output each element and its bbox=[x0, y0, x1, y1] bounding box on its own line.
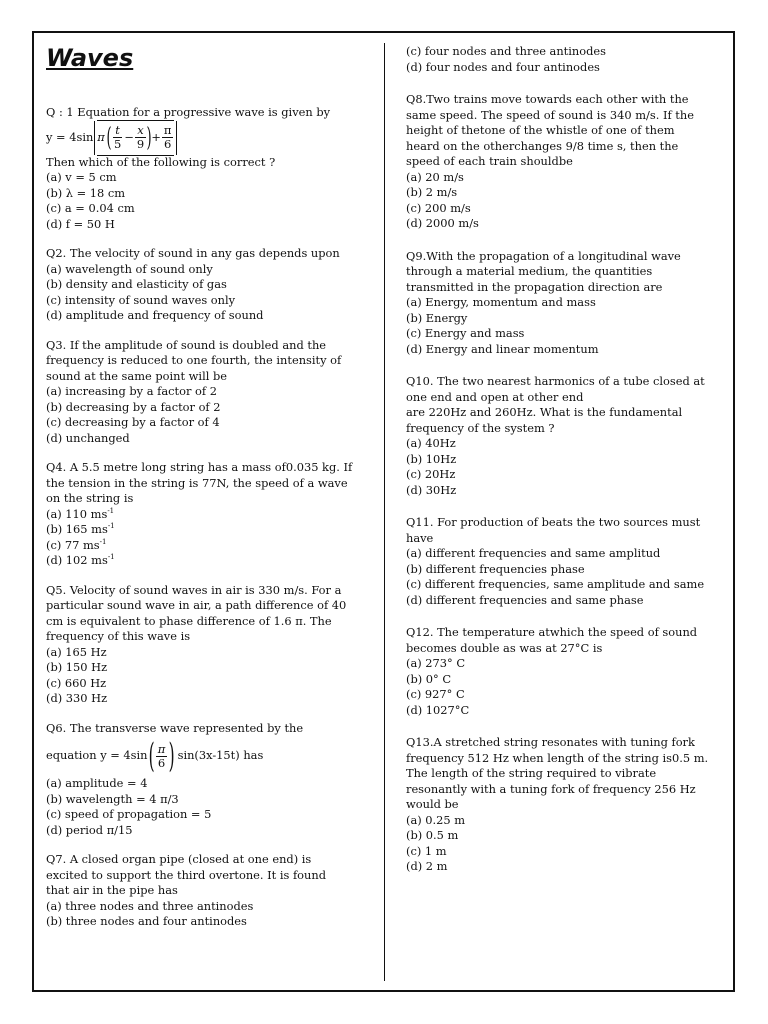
question-stem-line: Q3. If the amplitude of sound is doubled and the bbox=[46, 337, 327, 352]
wave-equation bbox=[46, 736, 366, 776]
question-followup: Then which of the following is correct ? bbox=[46, 154, 276, 169]
question-4 bbox=[46, 460, 366, 569]
close-paren: ) bbox=[168, 736, 175, 776]
question-stem-line: same speed. The speed of sound is 340 m/s. If the bbox=[406, 107, 694, 122]
question-6 bbox=[46, 721, 366, 839]
option-a: (a) 40Hz bbox=[406, 436, 456, 450]
option-b: (b) Energy bbox=[406, 310, 468, 325]
option-d: (d) 330 Hz bbox=[46, 691, 108, 705]
minus-sign: − bbox=[124, 129, 134, 144]
option-b: (b) 0° C bbox=[406, 671, 452, 686]
question-stem-line: Q7. A closed organ pipe (closed at one end) is bbox=[46, 852, 312, 866]
option-c: (c) Energy and mass bbox=[406, 326, 525, 340]
fraction-numerator: t bbox=[115, 123, 120, 137]
question-stem-line: Q4. A 5.5 metre long string has a mass of0.035 kg. If bbox=[46, 460, 353, 474]
option-c: (c) 200 m/s bbox=[406, 200, 471, 215]
option-d: (d) 30Hz bbox=[406, 482, 457, 497]
option-d: (d) 102 $ms^{-1}$ bbox=[46, 553, 115, 567]
option-d: (d) four nodes and four antinodes bbox=[406, 59, 600, 74]
option-a: (a) amplitude = 4 bbox=[46, 776, 148, 790]
option-a: (a) 0.25 m bbox=[406, 812, 466, 827]
question-stem-line: Q10. The two nearest harmonics of a tube closed at bbox=[406, 374, 705, 388]
question-stem-line: frequency of this wave is bbox=[46, 629, 191, 643]
option-c: (c) a = 0.04 cm bbox=[46, 201, 135, 215]
question-stem-line: frequency 512 Hz when length of the string is0.5 m. bbox=[406, 750, 709, 765]
option-b: (b) λ = 18 cm bbox=[46, 185, 126, 200]
option-a: (a) 110 $ms^{-1}$ bbox=[46, 506, 115, 521]
fraction-pi-over-6 bbox=[156, 743, 168, 770]
question-stem-line: through a material medium, the quantities bbox=[406, 264, 653, 278]
option-a: (a) wavelength of sound only bbox=[46, 261, 213, 276]
right-column bbox=[406, 44, 724, 875]
plus-sign: + bbox=[151, 129, 161, 144]
option-a: (a) Energy, momentum and mass bbox=[406, 295, 596, 309]
fraction-t-over-5 bbox=[112, 124, 123, 151]
option-a: (a) v = 5 cm bbox=[46, 170, 117, 184]
close-paren: ) bbox=[146, 122, 152, 153]
option-b: (b) 2 m/s bbox=[406, 185, 458, 199]
question-2 bbox=[46, 246, 366, 324]
option-b: (b) 165 $ms^{-1}$ bbox=[46, 522, 115, 536]
option-c: (c) different frequencies, same amplitude and same bbox=[406, 577, 705, 591]
question-stem-line: becomes double as was at 27°C is bbox=[406, 640, 603, 655]
fraction-numerator: π bbox=[163, 123, 172, 137]
question-11 bbox=[406, 515, 724, 608]
open-paren: ( bbox=[148, 736, 155, 776]
question-9 bbox=[406, 249, 724, 358]
option-c: (c) intensity of sound waves only bbox=[46, 292, 236, 307]
option-b: (b) different frequencies phase bbox=[406, 561, 585, 576]
option-c: (c) 77 $ms^{-1}$ bbox=[46, 537, 107, 552]
unit-exponent: -1 bbox=[99, 537, 107, 546]
wave-equation bbox=[46, 121, 366, 155]
option-d: (d) 1027°C bbox=[406, 702, 470, 717]
option-a: (a) 165 Hz bbox=[46, 644, 107, 659]
question-7-continued bbox=[406, 44, 724, 75]
option-a: (a) 273° C bbox=[406, 656, 466, 670]
equation-pi: π bbox=[97, 129, 105, 144]
question-stem-line: Q12. The temperature atwhich the speed of sound bbox=[406, 625, 698, 639]
fraction-denominator: 6 bbox=[163, 137, 172, 151]
question-stem-line: on the string is bbox=[46, 491, 134, 505]
question-stem-line: Q11. For production of beats the two sources must bbox=[406, 515, 701, 529]
option-c: (c) 1 m bbox=[406, 843, 447, 858]
question-stem-line: Q8.Two trains move towards each other with the bbox=[406, 92, 689, 106]
question-13 bbox=[406, 735, 724, 875]
question-stem-line: Q13.A stretched string resonates with tuning fork bbox=[406, 735, 695, 749]
question-stem-line: frequency is reduced to one fourth, the intensity of bbox=[46, 353, 342, 367]
question-stem-line: transmitted in the propagation direction are bbox=[406, 279, 663, 294]
equation-prefix: y = 4sin bbox=[46, 129, 94, 144]
option-c: (c) 660 Hz bbox=[46, 675, 107, 690]
question-stem: Q2. The velocity of sound in any gas depends upon bbox=[46, 246, 340, 260]
question-stem-line: sound at the same point will be bbox=[46, 368, 228, 383]
question-12 bbox=[406, 625, 724, 718]
option-d: (d) unchanged bbox=[46, 430, 130, 445]
question-stem-line: The length of the string required to vibrate bbox=[406, 766, 657, 780]
option-b: (b) 10Hz bbox=[406, 451, 457, 466]
question-stem-line: heard on the otherchanges 9/8 time s, then the bbox=[406, 138, 679, 153]
option-b: (b) 150 Hz bbox=[46, 660, 108, 674]
option-d: (d) Energy and linear momentum bbox=[406, 341, 599, 356]
option-a: (a) three nodes and three antinodes bbox=[46, 898, 254, 913]
unit-exponent: -1 bbox=[107, 522, 115, 531]
option-d: (d) f = 50 H bbox=[46, 216, 115, 231]
option-d: (d) period π/15 bbox=[46, 822, 133, 837]
fraction-denominator: 5 bbox=[113, 137, 122, 151]
question-3 bbox=[46, 338, 366, 447]
fraction-pi-over-6 bbox=[162, 124, 174, 151]
question-stem-line: Q5. Velocity of sound waves in air is 330 m/s. For a bbox=[46, 582, 342, 597]
question-stem-line: would be bbox=[406, 797, 459, 811]
question-stem: Q6. The transverse wave represented by the bbox=[46, 720, 304, 735]
question-8 bbox=[406, 92, 724, 232]
option-d: (d) different frequencies and same phase bbox=[406, 592, 644, 607]
question-stem-line: one end and open at other end bbox=[406, 389, 584, 404]
question-stem-line: resonantly with a tuning fork of frequency 256 Hz bbox=[406, 781, 696, 796]
open-paren: ( bbox=[106, 122, 112, 153]
question-stem-line: speed of each train shouldbe bbox=[406, 154, 573, 168]
option-c: (c) speed of propagation = 5 bbox=[46, 807, 212, 821]
question-stem-line: height of thetone of the whistle of one of them bbox=[406, 123, 675, 137]
fraction-numerator: x bbox=[137, 123, 144, 137]
left-column bbox=[46, 105, 366, 930]
fraction-numerator: π bbox=[157, 741, 166, 756]
option-b: (b) three nodes and four antinodes bbox=[46, 914, 247, 928]
unit-exponent: -1 bbox=[107, 506, 115, 515]
fraction-denominator: 6 bbox=[157, 755, 166, 770]
option-b: (b) wavelength = 4 π/3 bbox=[46, 791, 179, 806]
unit-exponent: -1 bbox=[107, 553, 115, 562]
option-b: (b) decreasing by a factor of 2 bbox=[46, 399, 221, 414]
question-stem-line: cm is equivalent to phase difference of 1.6 π. The bbox=[46, 613, 332, 628]
column-divider bbox=[384, 43, 385, 981]
question-stem-line: are 220Hz and 260Hz. What is the fundamental bbox=[406, 405, 683, 419]
question-stem-line: frequency of the system ? bbox=[406, 420, 555, 435]
option-a: (a) increasing by a factor of 2 bbox=[46, 384, 217, 398]
question-7 bbox=[46, 852, 366, 930]
question-stem-line: particular sound wave in air, a path difference of 40 bbox=[46, 598, 347, 612]
option-b: (b) 0.5 m bbox=[406, 828, 459, 842]
equation-suffix: sin(3x-15t) has bbox=[177, 748, 264, 763]
option-c: (c) 927° C bbox=[406, 687, 465, 701]
equation-prefix: equation y = 4sin bbox=[46, 748, 148, 763]
question-stem-line: Q9.With the propagation of a longitudinal wave bbox=[406, 248, 681, 263]
question-stem-line: that air in the pipe has bbox=[46, 883, 178, 897]
question-stem-line: excited to support the third overtone. It is found bbox=[46, 867, 327, 882]
question-10 bbox=[406, 374, 724, 498]
question-5 bbox=[46, 583, 366, 707]
question-stem: Q : 1 Equation for a progressive wave is given by bbox=[46, 105, 331, 119]
page-title: Waves bbox=[46, 44, 134, 72]
option-a: (a) 20 m/s bbox=[406, 169, 464, 184]
option-a: (a) different frequencies and same amplitud bbox=[406, 546, 661, 560]
option-d: (d) 2 m bbox=[406, 859, 448, 873]
option-c: (c) four nodes and three antinodes bbox=[406, 44, 606, 58]
question-stem-line: the tension in the string is 77N, the speed of a wave bbox=[46, 475, 348, 490]
question-stem-line: have bbox=[406, 530, 434, 545]
option-b: (b) density and elasticity of gas bbox=[46, 277, 227, 291]
question-1 bbox=[46, 105, 366, 232]
fraction-x-over-9 bbox=[135, 124, 146, 151]
option-d: (d) 2000 m/s bbox=[406, 216, 479, 230]
option-d: (d) amplitude and frequency of sound bbox=[46, 308, 264, 322]
option-c: (c) decreasing by a factor of 4 bbox=[46, 415, 220, 429]
fraction-denominator: 9 bbox=[136, 137, 145, 151]
option-c: (c) 20Hz bbox=[406, 467, 456, 481]
